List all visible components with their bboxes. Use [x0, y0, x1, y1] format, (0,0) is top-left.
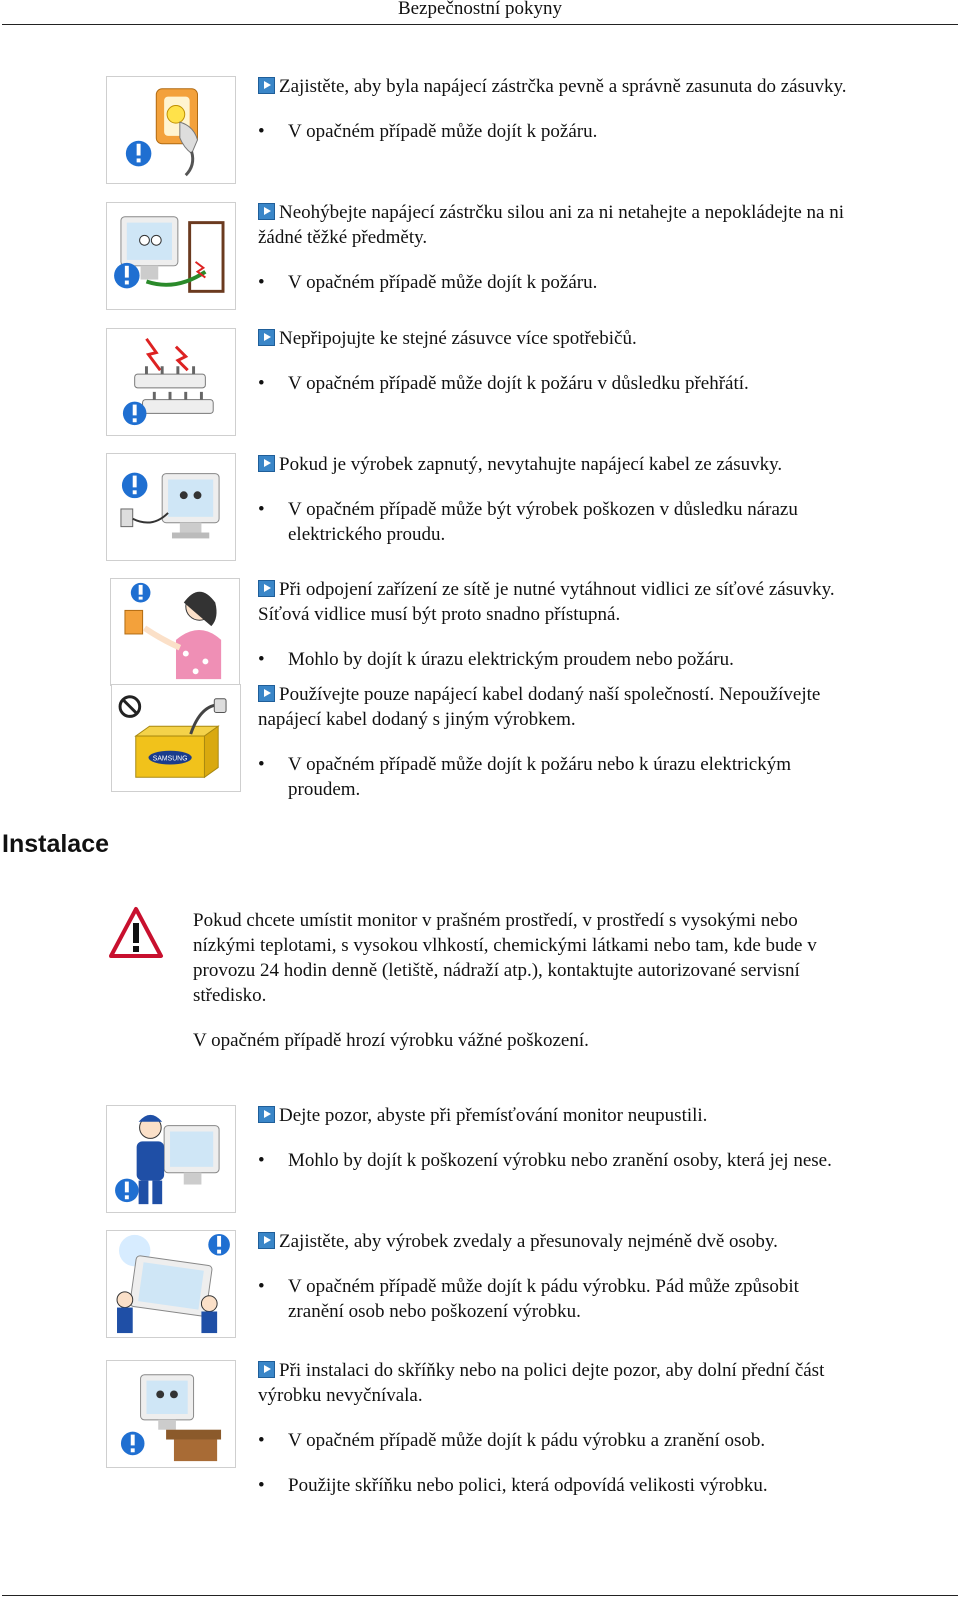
- plug-insert-icon: [106, 76, 236, 184]
- power-item: [258, 200, 858, 295]
- power-item: [258, 682, 858, 802]
- play-arrow-icon: [258, 1106, 275, 1123]
- consequence-bullet: • V opačném případě může dojít k požáru nebo k úrazu elektrickým proudem.: [258, 752, 858, 802]
- instruction-heading: Při instalaci do skříňky nebo na polici dejte pozor, aby dolní přední část výrobku nevyčnívala.: [258, 1360, 825, 1406]
- consequence-bullet: • V opačném případě může dojít k pádu výrobku a zranění osob.: [258, 1428, 858, 1453]
- power-item: [258, 452, 858, 547]
- shelf-edge-icon: [106, 1360, 236, 1468]
- installation-item: [258, 1358, 858, 1498]
- instruction-heading: Dejte pozor, abyste při přemísťování monitor neupustili.: [258, 1103, 858, 1128]
- instruction-heading: Používejte pouze napájecí kabel dodaný naší společností. Nepoužívejte napájecí kabel dodaný s jiným výrobkem.: [258, 684, 821, 730]
- woman-unplug-icon: [110, 578, 240, 686]
- two-people-lift-icon: [106, 1230, 236, 1338]
- unplug-monitor-icon: [106, 453, 236, 561]
- play-arrow-icon: [258, 1232, 275, 1249]
- box-cable-icon: [111, 684, 241, 792]
- warning-triangle-icon: [108, 906, 164, 960]
- power-item: [258, 326, 858, 396]
- footer-divider: [2, 1595, 958, 1596]
- consequence-bullet: • V opačném případě může dojít k pádu výrobku. Pád může způsobit zranění osob nebo poškození výrobku.: [258, 1274, 858, 1324]
- instruction-heading: Při odpojení zařízení ze sítě je nutné vytáhnout vidlici ze síťové zásuvky. Síťová vidlice musí být proto snadno přístupná.: [258, 579, 835, 625]
- instruction-heading: Pokud je výrobek zapnutý, nevytahujte napájecí kabel ze zásuvky.: [258, 452, 858, 477]
- cable-bend-icon: [106, 202, 236, 310]
- instruction-heading: Zajistěte, aby výrobek zvedaly a přesunovaly nejméně dvě osoby.: [258, 1229, 858, 1254]
- play-arrow-icon: [258, 580, 275, 597]
- advice-bullet: • Použijte skříňku nebo polici, která odpovídá velikosti výrobku.: [258, 1473, 858, 1498]
- header-divider: [2, 24, 958, 25]
- consequence-bullet: • V opačném případě může dojít k požáru v důsledku přehřátí.: [258, 371, 858, 396]
- page-header: [0, 0, 960, 26]
- installation-item: [258, 1103, 858, 1173]
- instruction-heading: Nepřipojujte ke stejné zásuvce více spotřebičů.: [258, 326, 858, 351]
- box-brand-label: SAMSUNG: [152, 755, 188, 763]
- play-arrow-icon: [258, 685, 275, 702]
- section-title-installation: Instalace: [2, 830, 110, 858]
- consequence-bullet: • V opačném případě může dojít k požáru.: [258, 119, 858, 144]
- play-arrow-icon: [258, 1361, 275, 1378]
- warning-consequence: V opačném případě hrozí výrobku vážné poškození.: [193, 1030, 589, 1051]
- installation-warning: [193, 908, 858, 1053]
- carry-monitor-icon: [106, 1105, 236, 1213]
- play-arrow-icon: [258, 329, 275, 346]
- instruction-heading: Neohýbejte napájecí zástrčku silou ani za ni netahejte a nepokládejte na ni žádné těžké předměty.: [258, 202, 845, 248]
- play-arrow-icon: [258, 203, 275, 220]
- installation-item: [258, 1229, 858, 1324]
- power-item: [258, 577, 858, 672]
- play-arrow-icon: [258, 77, 275, 94]
- consequence-bullet: • V opačném případě může být výrobek poškozen v důsledku nárazu elektrického proudu.: [258, 497, 858, 547]
- power-item: [258, 74, 858, 144]
- consequence-bullet: • Mohlo by dojít k poškození výrobku nebo zranění osoby, která jej nese.: [258, 1148, 858, 1173]
- play-arrow-icon: [258, 455, 275, 472]
- page-header-title: Bezpečnostní pokyny: [397, 0, 563, 19]
- power-strip-icon: [106, 328, 236, 436]
- consequence-bullet: • Mohlo by dojít k úrazu elektrickým proudem nebo požáru.: [258, 647, 858, 672]
- warning-text: Pokud chcete umístit monitor v prašném prostředí, v prostředí s vysokými nebo nízkými teplotami, s vysokou vlhkostí, chemickými látkami nebo tam, kde bude v provozu 24 hodin denně (letiště, nádraží atp.), kontaktujte autorizované servisní středisko.: [193, 910, 817, 1006]
- instruction-heading: Zajistěte, aby byla napájecí zástrčka pevně a správně zasunuta do zásuvky.: [258, 74, 858, 99]
- consequence-bullet: • V opačném případě může dojít k požáru.: [258, 270, 858, 295]
